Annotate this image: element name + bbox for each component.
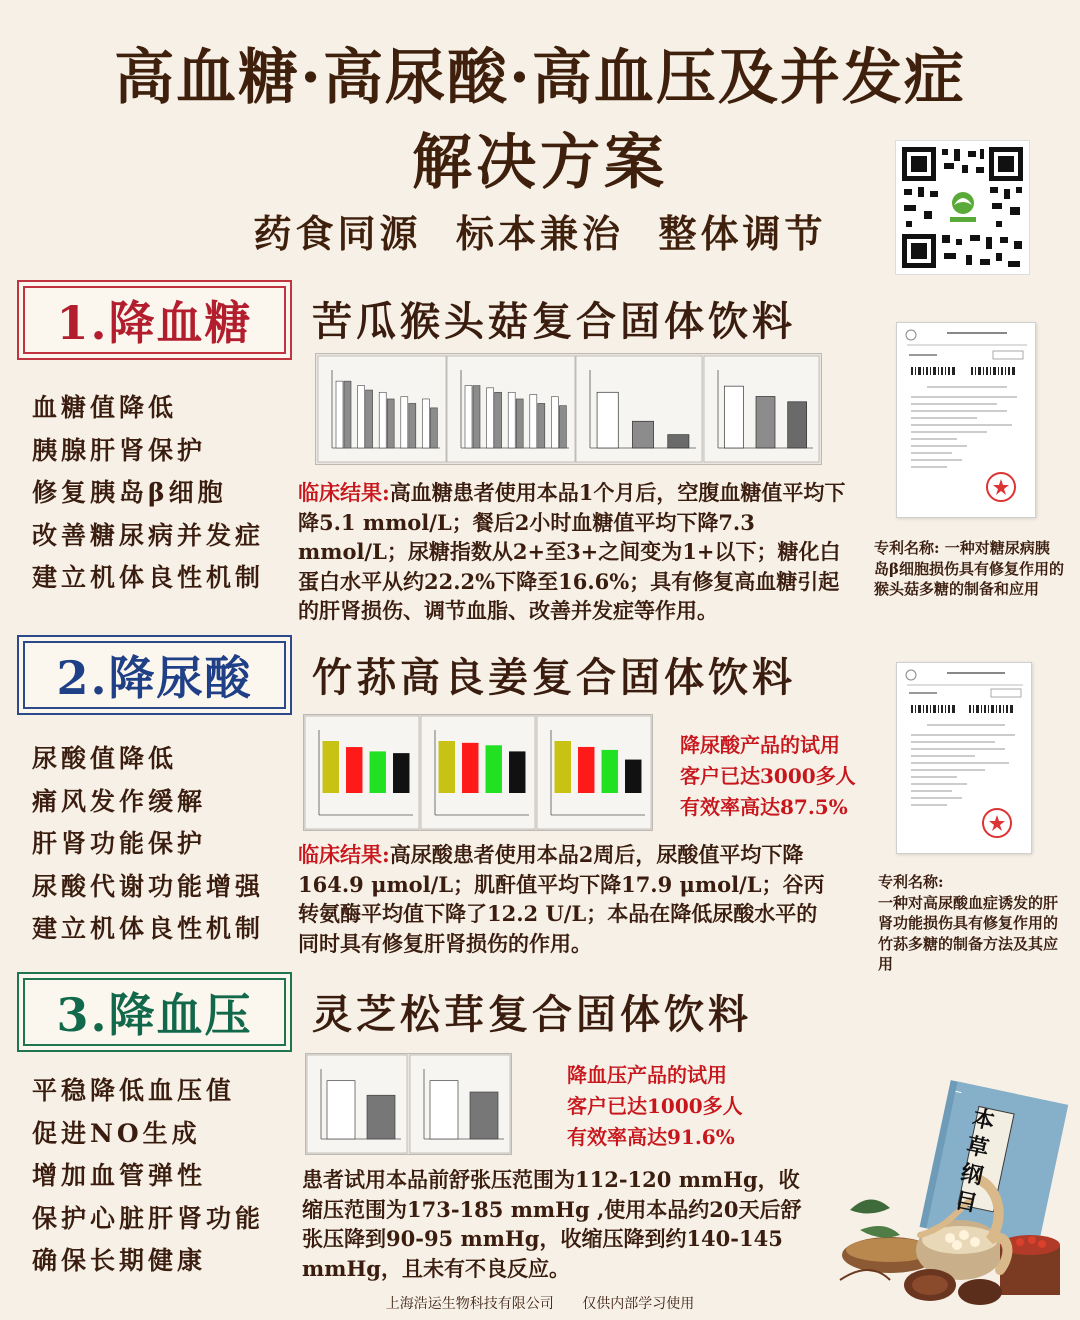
chart-bar xyxy=(625,760,641,793)
list-item: 促进NO生成 xyxy=(32,1118,201,1148)
trial-stats-uric-acid xyxy=(680,730,856,823)
list-item: 建立机体良性机制 xyxy=(32,914,265,943)
chart-bar xyxy=(327,1081,355,1139)
clinical-results-blood-sugar xyxy=(298,478,858,626)
trial-stats-blood-pressure xyxy=(567,1060,743,1153)
list-item: 保护心脏肝肾功能 xyxy=(32,1203,265,1233)
chart-bar xyxy=(323,741,339,793)
list-item: 修复胰岛β细胞 xyxy=(32,478,227,507)
chart-bar xyxy=(379,392,386,448)
patent-certificate-image xyxy=(896,662,1032,854)
chart-bar xyxy=(358,386,365,448)
chart-bar xyxy=(430,1081,458,1139)
chart-bar xyxy=(346,747,362,793)
trial-line: 有效率高达91.6% xyxy=(567,1125,735,1149)
chart-bar xyxy=(393,753,409,793)
chart-bar xyxy=(597,392,618,448)
footer xyxy=(0,1293,1080,1313)
chart-bar xyxy=(530,395,537,448)
product-title-ganoderma: 灵芝松茸复合固体饮料 xyxy=(312,991,752,1038)
product-title-bamboo-fungus: 竹荪高良姜复合固体饮料 xyxy=(312,654,796,701)
chart-bar xyxy=(516,399,523,448)
chart-bar xyxy=(470,1092,498,1139)
chart-bar xyxy=(495,392,502,448)
blood-sugar-charts xyxy=(315,353,822,465)
list-item: 平稳降低血压值 xyxy=(32,1076,236,1105)
chart-bar xyxy=(632,421,653,448)
chart-bar xyxy=(756,396,775,448)
blood-sugar-chart-svg xyxy=(316,354,821,464)
chart-bar xyxy=(486,745,502,793)
blood-pressure-charts xyxy=(305,1053,512,1155)
chart-bar xyxy=(668,435,689,448)
trial-line: 降尿酸产品的试用 xyxy=(680,733,840,757)
list-item: 建立机体良性机制 xyxy=(32,563,265,592)
chart-bar xyxy=(538,403,545,448)
chart-bar xyxy=(602,750,618,793)
clinical-label: 临床结果: xyxy=(298,480,390,505)
chart-bar xyxy=(387,399,394,448)
chart-bar xyxy=(555,741,571,793)
section-heading-blood-sugar: 1.降血糖 xyxy=(17,280,292,360)
trial-line: 客户已达1000多人 xyxy=(567,1094,743,1118)
uric-acid-charts xyxy=(303,714,653,831)
clinical-text: 高尿酸患者使用本品2周后，尿酸值平均下降164.9 μmol/L；肌酐值平均下降17.9 μmol/L；谷丙转氨酶平均值下降了12.2 U/L；本品在降低尿酸水平的同时具有修复肝肾损伤的作用。 xyxy=(298,842,825,956)
clinical-results-blood-pressure: 患者试用本品前舒张压范围为112-120 mmHg，收缩压范围为173-185 mmHg ,使用本品约20天后舒张压降到90-95 mmHg，收缩压降到约140-145 mmHg，且未有不良反应。 xyxy=(302,1167,802,1281)
chart-bar xyxy=(344,381,351,448)
list-item: 尿酸值降低 xyxy=(32,744,178,773)
chart-bar xyxy=(367,1095,395,1139)
chart-bar xyxy=(559,406,566,448)
list-item: 肝肾功能保护 xyxy=(32,829,207,858)
clinical-label: 临床结果: xyxy=(298,842,390,867)
page-subtitle: 解决方案 xyxy=(412,128,668,198)
chart-bar xyxy=(465,386,472,448)
chart-bar xyxy=(788,402,807,448)
company-name: 上海浩运生物科技有限公司 xyxy=(385,1296,554,1312)
section-heading-blood-pressure: 3.降血压 xyxy=(17,972,292,1052)
chart-bar xyxy=(401,397,408,448)
clinical-text: 高血糖患者使用本品1个月后，空腹血糖值平均下降5.1 mmol/L；餐后2小时血糖值平均下降7.3 mmol/L；尿糖指数从2+至3+之间变为1+以下；糖化白蛋白水平从约22.2%下降至16.6%；具有修复高血糖引起的肝肾损伤、调节血脂、改善并发症等作用。 xyxy=(298,480,846,623)
chart-bar xyxy=(509,751,525,793)
chart-bar xyxy=(370,751,386,793)
book-title: 本草纲目 xyxy=(948,1104,998,1220)
chart-bar xyxy=(462,743,478,793)
list-item: 增加血管弹性 xyxy=(32,1161,207,1190)
patent-certificate-image xyxy=(896,322,1036,518)
list-item: 胰腺肝肾保护 xyxy=(32,435,207,465)
footer-note: 仅供内部学习使用 xyxy=(582,1296,695,1312)
blood-pressure-chart-svg xyxy=(306,1054,511,1154)
chart-bar xyxy=(336,381,343,448)
chart-bar xyxy=(439,741,455,793)
chart-bar xyxy=(724,386,743,448)
uric-acid-chart-svg xyxy=(304,715,652,830)
chart-bar xyxy=(487,388,494,448)
list-item: 痛风发作缓解 xyxy=(32,786,207,816)
benefit-list xyxy=(32,387,264,600)
slogan: 药食同源 标本兼治 整体调节 xyxy=(253,211,827,256)
chart-bar xyxy=(422,399,429,448)
page-title: 高血糖·高尿酸·高血压及并发症 xyxy=(114,43,966,113)
chart-bar xyxy=(430,408,437,448)
list-item: 确保长期健康 xyxy=(32,1246,207,1275)
patent-caption-uric-acid: 专利名称: 一种对高尿酸血症诱发的肝肾功能损伤具有修复作用的竹荪多糖的制备方法及其应用 xyxy=(878,873,1059,973)
chart-bar xyxy=(473,386,480,448)
product-title-bitter-melon: 苦瓜猴头菇复合固体饮料 xyxy=(312,298,796,345)
list-item: 血糖值降低 xyxy=(32,393,178,422)
section-heading-uric-acid: 2.降尿酸 xyxy=(17,635,292,715)
trial-line: 有效率高达87.5% xyxy=(680,795,848,819)
chart-bar xyxy=(578,747,594,793)
trial-line: 客户已达3000多人 xyxy=(680,764,856,788)
chart-bar xyxy=(508,392,515,448)
chart-bar xyxy=(551,397,558,448)
list-item: 改善糖尿病并发症 xyxy=(32,520,265,550)
trial-line: 降血压产品的试用 xyxy=(567,1063,727,1087)
qr-code[interactable] xyxy=(895,140,1030,275)
patent-caption-blood-sugar: 专利名称: 一种对糖尿病胰岛β细胞损伤具有修复作用的猴头菇多糖的制备和应用 xyxy=(874,539,1064,598)
benefit-list xyxy=(32,1070,264,1283)
chart-bar xyxy=(366,390,373,448)
list-item: 尿酸代谢功能增强 xyxy=(32,871,265,901)
benefit-list xyxy=(32,738,264,951)
herbal-illustration xyxy=(830,1080,1070,1310)
clinical-results-uric-acid xyxy=(298,840,833,958)
chart-bar xyxy=(409,403,416,448)
